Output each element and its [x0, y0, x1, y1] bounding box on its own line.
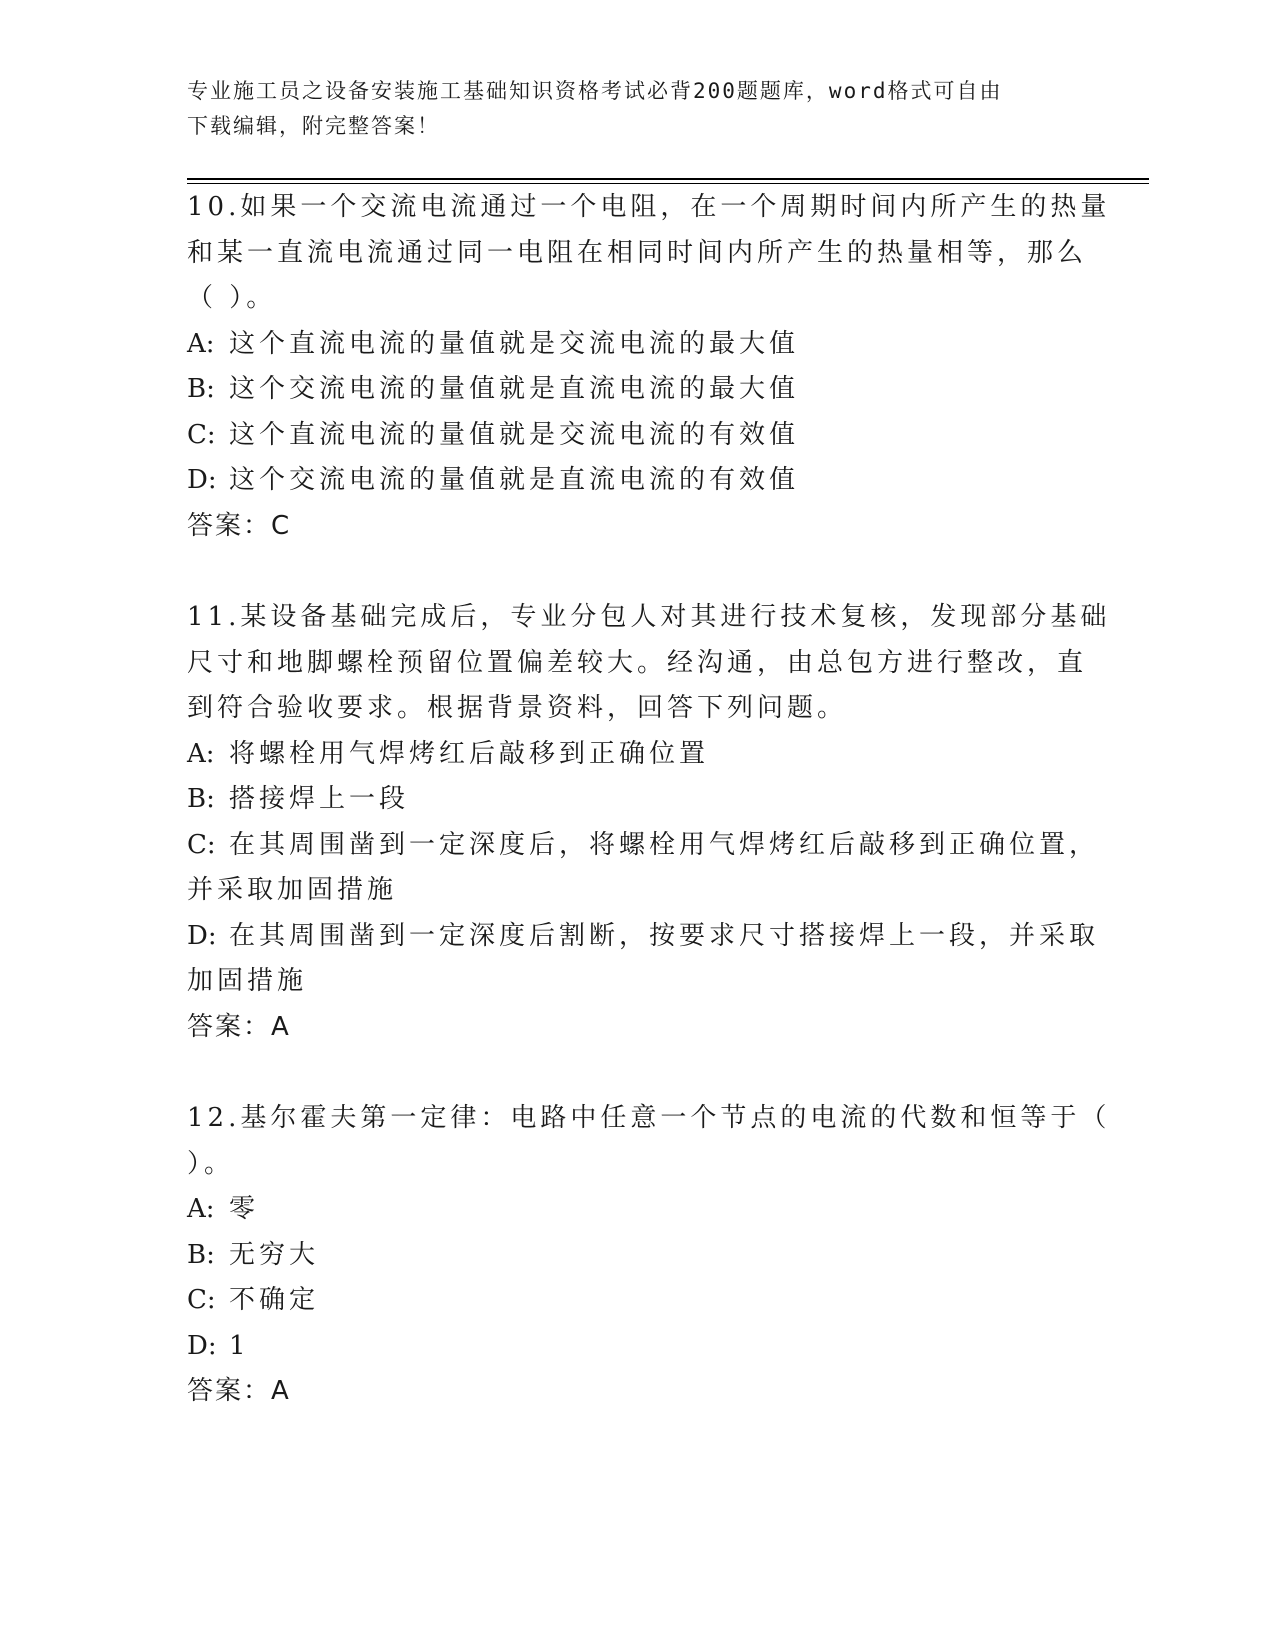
option-c — [187, 823, 1100, 869]
option-d — [187, 1324, 1067, 1370]
option-text: 无穷大 — [229, 1239, 320, 1270]
option-c — [187, 1278, 1067, 1324]
question-11 — [187, 595, 1111, 1050]
option-text: 这个交流电流的量值就是直流电流的有效值 — [229, 465, 800, 495]
answer-line: 答案：C — [187, 510, 292, 541]
option-a — [187, 732, 1067, 778]
option-d — [187, 458, 1067, 504]
question-list — [187, 185, 1111, 1461]
option-key: D: — [187, 920, 217, 951]
option-key: B: — [187, 1239, 215, 1270]
option-text: 这个交流电流的量值就是直流电流的最大值 — [229, 374, 800, 404]
question-stem-line: 12.基尔霍夫第一定律：电路中任意一个节点的电流的代数和恒等于（ — [187, 1103, 1111, 1133]
question-stem-line: 和某一直流电流通过同一电阻在相同时间内所产生的热量相等，那么 — [187, 237, 1088, 268]
option-key: A: — [187, 1194, 215, 1224]
question-stem-line: 11.某设备基础完成后，专业分包人对其进行技术复核，发现部分基础 — [187, 602, 1111, 632]
option-c — [187, 413, 1067, 459]
answer-line: 答案：A — [187, 1011, 291, 1042]
header-rule-thin — [187, 183, 1149, 184]
option-text: 在其周围凿到一定深度后，将螺栓用气焊烤红后敲移到正确位置， — [229, 829, 1100, 860]
option-key: B: — [187, 374, 215, 404]
option-key: C: — [187, 1285, 216, 1315]
answer-line: 答案：A — [187, 1376, 291, 1406]
option-text: 不确定 — [229, 1285, 320, 1315]
question-12 — [187, 1096, 1111, 1415]
option-key: C: — [187, 419, 216, 450]
header-rule-thick — [187, 178, 1149, 180]
header-line: 下载编辑，附完整答案！ — [187, 114, 440, 138]
option-c-continued: 并采取加固措施 — [187, 875, 398, 905]
option-text: 将螺栓用气焊烤红后敲移到正确位置 — [229, 738, 710, 769]
option-text: 1 — [229, 1330, 250, 1361]
option-b — [187, 1233, 1067, 1279]
option-b — [187, 777, 1067, 823]
option-text: 这个直流电流的量值就是交流电流的最大值 — [229, 328, 800, 359]
document-header — [187, 74, 1067, 144]
option-b — [187, 367, 1067, 413]
option-d — [187, 914, 1100, 960]
option-key: C: — [187, 829, 216, 860]
question-stem-line: （ ）。 — [187, 283, 277, 313]
option-text: 这个直流电流的量值就是交流电流的有效值 — [229, 419, 800, 450]
option-key: B: — [187, 784, 215, 814]
option-text: 搭接焊上一段 — [229, 784, 410, 814]
option-d-continued: 加固措施 — [187, 966, 308, 996]
question-stem-line: ）。 — [187, 1148, 235, 1179]
option-key: D: — [187, 465, 217, 495]
option-text: 在其周围凿到一定深度后割断，按要求尺寸搭接焊上一段，并采取 — [229, 920, 1100, 951]
option-key: A: — [187, 738, 215, 769]
question-stem-line: 到符合验收要求。根据背景资料，回答下列问题。 — [187, 693, 848, 723]
header-line: 专业施工员之设备安装施工基础知识资格考试必背200题题库，word格式可自由 — [187, 79, 1003, 103]
question-stem-line: 尺寸和地脚螺栓预留位置偏差较大。经沟通，由总包方进行整改，直 — [187, 647, 1088, 678]
question-10 — [187, 185, 1111, 549]
option-a — [187, 1187, 1067, 1233]
option-a — [187, 322, 1067, 368]
option-text: 零 — [229, 1194, 260, 1224]
question-stem-line: 10.如果一个交流电流通过一个电阻，在一个周期时间内所产生的热量 — [187, 192, 1111, 222]
option-key: A: — [187, 328, 215, 359]
option-key: D: — [187, 1330, 217, 1361]
